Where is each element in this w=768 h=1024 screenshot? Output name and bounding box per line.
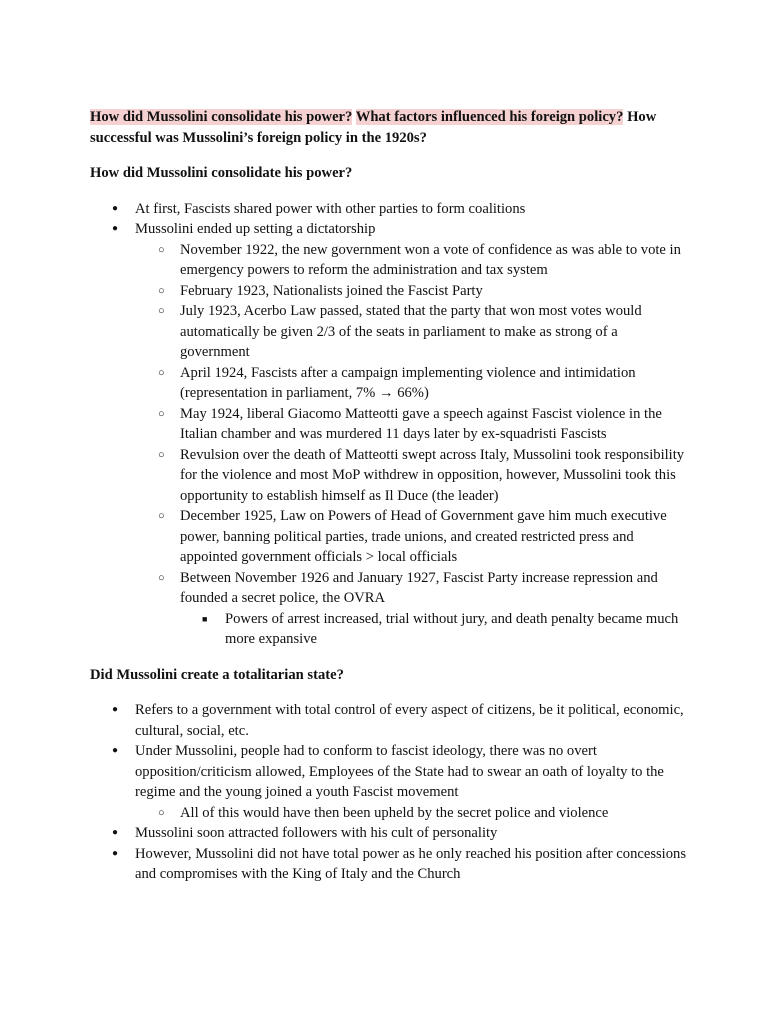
sub-list-dictatorship xyxy=(135,240,690,650)
sub-list-item: ○ May 1924, liberal Giacomo Matteotti gave a speech against Fascist violence in the Italian chamber and was murdered 11 days later by ex-squadristi Fascists xyxy=(135,404,690,445)
intro-questions xyxy=(90,107,690,148)
sub-list-item: ○ February 1923, Nationalists joined the Fascist Party xyxy=(135,281,690,302)
bullet-list-totalitarian xyxy=(90,700,690,885)
sub-sub-list-ovra xyxy=(180,609,690,650)
sub-list-item: ○ Between November 1926 and January 1927, Fascist Party increase repression and founded a secret police, the OVRA ■ Powers of arrest increased, trial without jury, and death penalty became much more expansive xyxy=(135,568,690,650)
list-item: ● Mussolini soon attracted followers with his cult of personality xyxy=(90,823,690,844)
highlighted-question-2: What factors influenced his foreign policy? xyxy=(355,109,624,125)
sub-list-item: ○ July 1923, Acerbo Law passed, stated that the party that won most votes would automatically be given 2/3 of the seats in parliament to make as strong of a government xyxy=(135,301,690,363)
sub-list-item: ○ November 1922, the new government won a vote of confidence as was able to vote in emergency powers to reform the administration and tax system xyxy=(135,240,690,281)
highlighted-question-1: How did Mussolini consolidate his power? xyxy=(90,109,353,125)
list-item: ● At first, Fascists shared power with other parties to form coalitions xyxy=(90,199,690,220)
section-heading-totalitarian: Did Mussolini create a totalitarian state? xyxy=(90,666,344,683)
list-item: ● Under Mussolini, people had to conform to fascist ideology, there was no overt opposition/criticism allowed, Employees of the State had to swear an oath of loyalty to the regime and the young joined a youth Fascist movement ○ All of this would have then been upheld by the secret police and violence xyxy=(90,741,690,823)
list-item: ● However, Mussolini did not have total power as he only reached his position after concessions and compromises with the King of Italy and the Church xyxy=(90,844,690,885)
list-item: ● Mussolini ended up setting a dictatorship ○ November 1922, the new government won a vote of confidence as was able to vote in emergency powers to reform the administration and tax system ○ February 1923, Nationalists joined the Fascist Party ○ July 1923, Acerbo Law passed, stated that the party that won most votes would automatically be given 2/3 of the seats in parliament to make as strong of a government ○ April 1924, Fascists after a campaign implementing violence and intimidation (representation in parliament, 7% → 66%) ○ May 1924, liberal Giacomo Matteotti gave a speech against Fascist violence in the Italian chamber and was murdered 11 days later by ex-squadristi Fascists ○ Revulsion over the death of Matteotti swept across Italy, Mussolini took responsibility for the violence and most MoP withdrew in opposition, however, Mussolini took this opportunity to establish himself as Il Duce (the leader) ○ December 1925, Law on Powers of Head of Government gave him much executive power, banning political parties, trade unions, and created restricted press and appointed government officials > local officials ○ Between November 1926 and January 1927, Fascist Party increase repression and founded a secret police, the OVRA ■ Powers of arrest increased, trial without jury, and death penalty became much more expansive xyxy=(90,219,690,650)
bullet-list-consolidation xyxy=(90,199,690,650)
sub-list-item: ○ December 1925, Law on Powers of Head of Government gave him much executive power, banning political parties, trade unions, and created restricted press and appointed government officials > local officials xyxy=(135,506,690,568)
document-page xyxy=(90,107,690,885)
sub-list-item: ○ April 1924, Fascists after a campaign implementing violence and intimidation (representation in parliament, 7% → 66%) xyxy=(135,363,690,404)
section-heading-consolidation: How did Mussolini consolidate his power? xyxy=(90,165,353,181)
sub-sub-list-item: ■ Powers of arrest increased, trial without jury, and death penalty became much more expansive xyxy=(180,609,690,650)
list-item: ● Refers to a government with total control of every aspect of citizens, be it political, economic, cultural, social, etc. xyxy=(90,700,690,741)
sub-list-conformity xyxy=(135,803,690,824)
question-3: How successful was Mussolini’s foreign policy in the 1920s? xyxy=(90,109,657,146)
sub-list-item: ○ Revulsion over the death of Matteotti swept across Italy, Mussolini took responsibility for the violence and most MoP withdrew in opposition, however, Mussolini took this opportunity to establish himself as Il Duce (the leader) xyxy=(135,445,690,507)
sub-list-item: ○ All of this would have then been upheld by the secret police and violence xyxy=(135,803,690,824)
